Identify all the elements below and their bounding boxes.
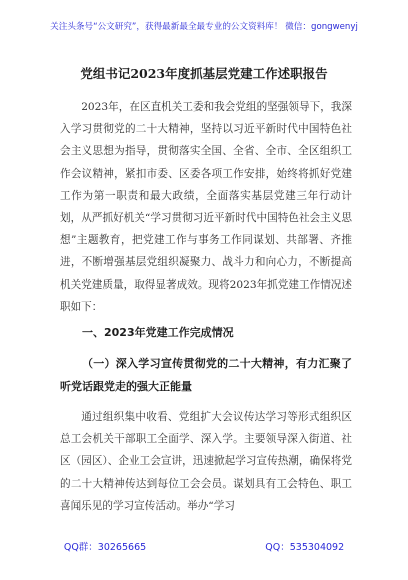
- qq-contact-number: QQ：535304092: [265, 542, 345, 553]
- document-title: 党组书记2023年度抓基层党建工作述职报告: [80, 66, 328, 81]
- header-banner: 关注头条号“公文研究”，获得最新最全最专业的公文资料库！ 微信：gongwenyj: [50, 22, 358, 32]
- subsection-heading: （一）深入学习宣传贯彻党的二十大精神，有力汇聚了听党话跟党走的强大正能量: [60, 357, 352, 393]
- footer-banner: [0, 539, 408, 553]
- section-heading: 一、2023年党建工作完成情况: [82, 326, 234, 339]
- body-paragraph: 通过组织集中收看、党组扩大会议传达学习等形式组织区总工会机关干部职工全面学、深入学。主要领导深入街道、社区（园区）、企业工会宣讲，迅速掀起学习宣传热潮，确保将党的二十大精神传达到每位工会会员。谋划具有工会特色、职工喜闻乐见的学习宣传活动。举办“学习: [60, 411, 352, 512]
- qq-group-number: QQ群：30265665: [63, 542, 147, 553]
- intro-paragraph: 2023年，在区直机关工委和我会党组的坚强领导下，我深入学习贯彻党的二十大精神，坚持以习近平新时代中国特色社会主义思想为指导，贯彻落实全国、全省、全市、全区组织工作会议精神，紧扣市委、区委各项工作安排，始终将抓好党建工作为第一职责和最大政绩，全面落实基层党建三年行动计划，从严抓好机关“学习贯彻习近平新时代中国特色社会主义思想”主题教育，把党建工作与事务工作同谋划、共部署、齐推进，不断增强基层党组织凝聚力、战斗力和向心力，不断提高机关党建质量，取得显著成效。现将2023年抓党建工作情况述职如下：: [60, 101, 352, 313]
